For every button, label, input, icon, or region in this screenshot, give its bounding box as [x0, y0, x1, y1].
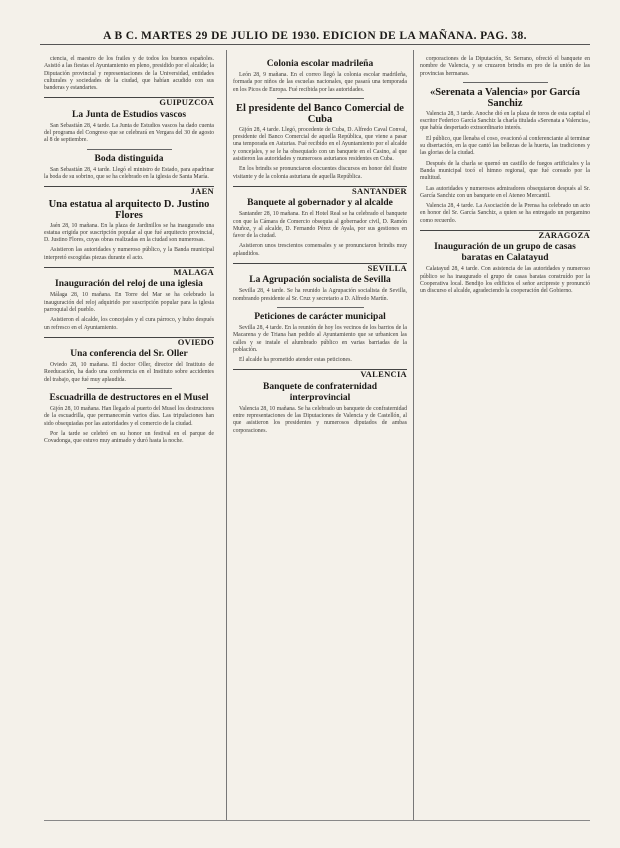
- separator: [277, 98, 364, 99]
- article-text: El alcalde ha prometido atender estas peticiones.: [239, 357, 352, 364]
- article-headline: Una conferencia del Sr. Oller: [70, 349, 188, 360]
- column-rule-1: [226, 50, 227, 820]
- separator: [277, 307, 364, 308]
- article-headline: Inauguración del reloj de una iglesia: [55, 279, 203, 290]
- region-heading: GUIPUZCOA: [44, 97, 214, 106]
- column-2: [233, 56, 407, 438]
- article-text: Sevilla 28, 4 tarde. En la reunión de hoy los vecinos de los barrios de la Macarena y de Triana han pedido al Ayuntamiento que se urbanicen las calles y se instale el alumbrado público en varias barriadas de la población.: [233, 324, 407, 353]
- article-headline: Boda distinguida: [94, 153, 164, 164]
- column-1: [44, 56, 214, 449]
- article-text: Por la tarde se celebró en su honor un festival en el parque de Covadonga, que estuvo muy animado y duró hasta la noche.: [44, 430, 214, 445]
- footer-rule: [44, 820, 590, 821]
- article-text: El público, que llenaba el coso, ovacionó al conferenciante al terminar su disertación, en la que cantó las bellezas de la huerta, las tradiciones y las glorias de la ciudad.: [420, 135, 590, 157]
- article-text: Oviedo 28, 10 mañana. El doctor Oller, director del Instituto de Reeducación, ha dado una conferencia en el Instituto sobre accidentes del trabajo, que fué muy aplaudida.: [44, 362, 214, 383]
- article-text: ciencia, el maestro de los frailes y de todos los buenos españoles. Asistió a las fiestas el Ayuntamiento en pleno, presidido por el alcalde; la Diputación provincial y representaciones de la Universidad, entidades culturales y sociedades de la ciudad, que habían acudido con sus banderas y estandartes.: [44, 56, 214, 92]
- article-headline: El presidente del Banco Comercial de Cuba: [236, 102, 404, 125]
- article-text: Asistieron unos trescientos comensales y se pronunciaron brindis muy aplaudidos.: [233, 243, 407, 257]
- column-rule-2: [413, 50, 414, 820]
- region-heading: VALENCIA: [233, 369, 407, 378]
- article-headline: La Agrupación socialista de Sevilla: [249, 275, 391, 286]
- article-text: Gijón 28, 4 tarde. Llegó, procedente de Cuba, D. Alfredo Caval Conval, presidente del Banco Comercial de aquella República, que viene a pasar una temporada en Asturias. Fué recibido en el Ayuntamiento por el alcalde y concejales, y se le ha obsequiado con un banquete en el Casino, al que asistieron las autoridades y numerosos asturianos residentes en Cuba.: [233, 126, 407, 163]
- article-headline: Colonia escolar madrileña: [266, 59, 374, 69]
- separator: [463, 82, 548, 83]
- article-headline: Inauguración de un grupo de casas baratas en Calatayud: [434, 242, 576, 264]
- article-text: Las autoridades y numerosos admiradores obsequiaron después al Sr. García Sanchiz con un banquete en el Ateneo Mercantil.: [420, 185, 590, 199]
- header-rule: [40, 44, 590, 45]
- article-text: Después de la charla se quemó un castillo de fuegos artificiales y la Banda municipal tocó el himno regional, que fué coreado por la multitud.: [420, 160, 590, 182]
- separator: [87, 149, 172, 150]
- article-headline: Peticiones de carácter municipal: [254, 311, 386, 322]
- article-text: Calatayud 28, 4 tarde. Con asistencia de las autoridades y numeroso público se ha inaugurado el grupo de casas baratas construído por la Cooperativa local. Bendijo los edificios el señor arcipreste y pronunció un discurso el alcalde, agradeciendo la cooperación del Gobierno.: [420, 266, 590, 295]
- article-text: Sevilla 28, 4 tarde. Se ha reunido la Agrupación socialista de Sevilla, nombrando presidente al Sr. Cruz y secretario a D. Alfredo Martín.: [233, 288, 407, 302]
- article-text: Valencia 28, 3 tarde. Anoche dió en la plaza de toros de esta capital el escritor Federico García Sanchiz la charla titulada «Serenata a Valencia», que había despertado extraordinario interés.: [420, 110, 590, 132]
- article-headline: Una estatua al arquitecto D. Justino Flores: [48, 198, 210, 221]
- article-text: Jaén 28, 10 mañana. En la plaza de Jardinillos se ha inaugurado una estatua erigida por suscripción popular al que fué arquitecto provincial, D. Justino Flores, cuyas obras realizadas en la ciudad son numerosas.: [44, 222, 214, 244]
- region-heading: SANTANDER: [233, 186, 407, 195]
- region-heading: MALAGA: [44, 267, 214, 276]
- page-header: A B C. MARTES 29 DE JULIO DE 1930. EDICION DE LA MAÑANA. PAG. 38.: [103, 30, 527, 42]
- article-text: Valencia 28, 10 mañana. Se ha celebrado un banquete de confraternidad entre representaciones de las Diputaciones de Valencia y de Castellón, al que asistieron los presidentes y numerosos diputados de ambas corporaciones.: [233, 405, 407, 434]
- article-text: San Sebastián 28, 4 tarde. La Junta de Estudios vascos ha dado cuenta del programa del Congreso que se celebrará en Vergara del 30 de agosto al 8 de septiembre.: [44, 122, 214, 144]
- article-text: Málaga 28, 10 mañana. En Torre del Mar se ha celebrado la inauguración del reloj adquirido por suscripción popular para la iglesia parroquial del pueblo.: [44, 292, 214, 313]
- region-heading: JAEN: [44, 186, 214, 195]
- article-headline: «Serenata a Valencia» por García Sanchiz: [430, 86, 580, 109]
- article-text: León 28, 9 mañana. En el correo llegó la colonia escolar madrileña, formada por niños de las escuelas nacionales, que pasará una temporada en los Picos de Europa. Fué recibida por las autoridades.: [233, 72, 407, 93]
- column-3: [420, 56, 590, 299]
- article-text: En los brindis se pronunciaron elocuentes discursos en honor del ilustre visitante y de la colonia asturiana de aquella República.: [233, 166, 407, 180]
- article-text: San Sebastián 28, 4 tarde. Llegó el ministro de Estado, para apadrinar la boda de su sobrino, que se ha celebrado en la iglesia de Santa María.: [44, 166, 214, 180]
- article-text: Asistieron el alcalde, los concejales y el cura párroco, y hubo después un refresco en el Ayuntamiento.: [44, 317, 214, 331]
- article-text: Asistieron las autoridades y numeroso público, y la Banda municipal interpretó escogidas piezas durante el acto.: [44, 247, 214, 261]
- article-text: Gijón 28, 10 mañana. Han llegado al puerto del Musel los destructores de la escuadrilla, que permanecerán varios días. Las tripulaciones han sido obsequiadas por las autoridades y el comercio de la ciudad.: [44, 406, 214, 427]
- region-heading: OVIEDO: [44, 337, 214, 346]
- region-heading: SEVILLA: [233, 263, 407, 272]
- article-headline: Banquete al gobernador y al alcalde: [247, 198, 393, 209]
- region-heading: ZARAGOZA: [420, 230, 590, 239]
- article-text: Valencia 28, 4 tarde. La Asociación de la Prensa ha celebrado un acto en honor del Sr. García Sanchiz, a quien se ha entregado un pergamino como recuerdo.: [420, 203, 590, 224]
- article-headline: La Junta de Estudios vascos: [71, 109, 187, 120]
- article-headline: Banquete de confraternidad interprovincial: [263, 381, 377, 403]
- article-headline: Escuadrilla de destructores en el Musel: [49, 393, 209, 404]
- article-text: Santander 28, 10 mañana. En el Hotel Real se ha celebrado el banquete con que la Cámara de Comercio obsequia al gobernador civil, D. Ramón Muñoz, y al alcalde, D. Fernando Pérez de Ayala, por sus gestiones en favor de la ciudad.: [233, 211, 407, 240]
- separator: [87, 388, 172, 389]
- article-text: corporaciones de la Diputación, Sr. Serrano, ofreció el banquete en nombre de Valencia, y se cruzaron brindis en pro de la unión de las provincias hermanas.: [420, 56, 590, 77]
